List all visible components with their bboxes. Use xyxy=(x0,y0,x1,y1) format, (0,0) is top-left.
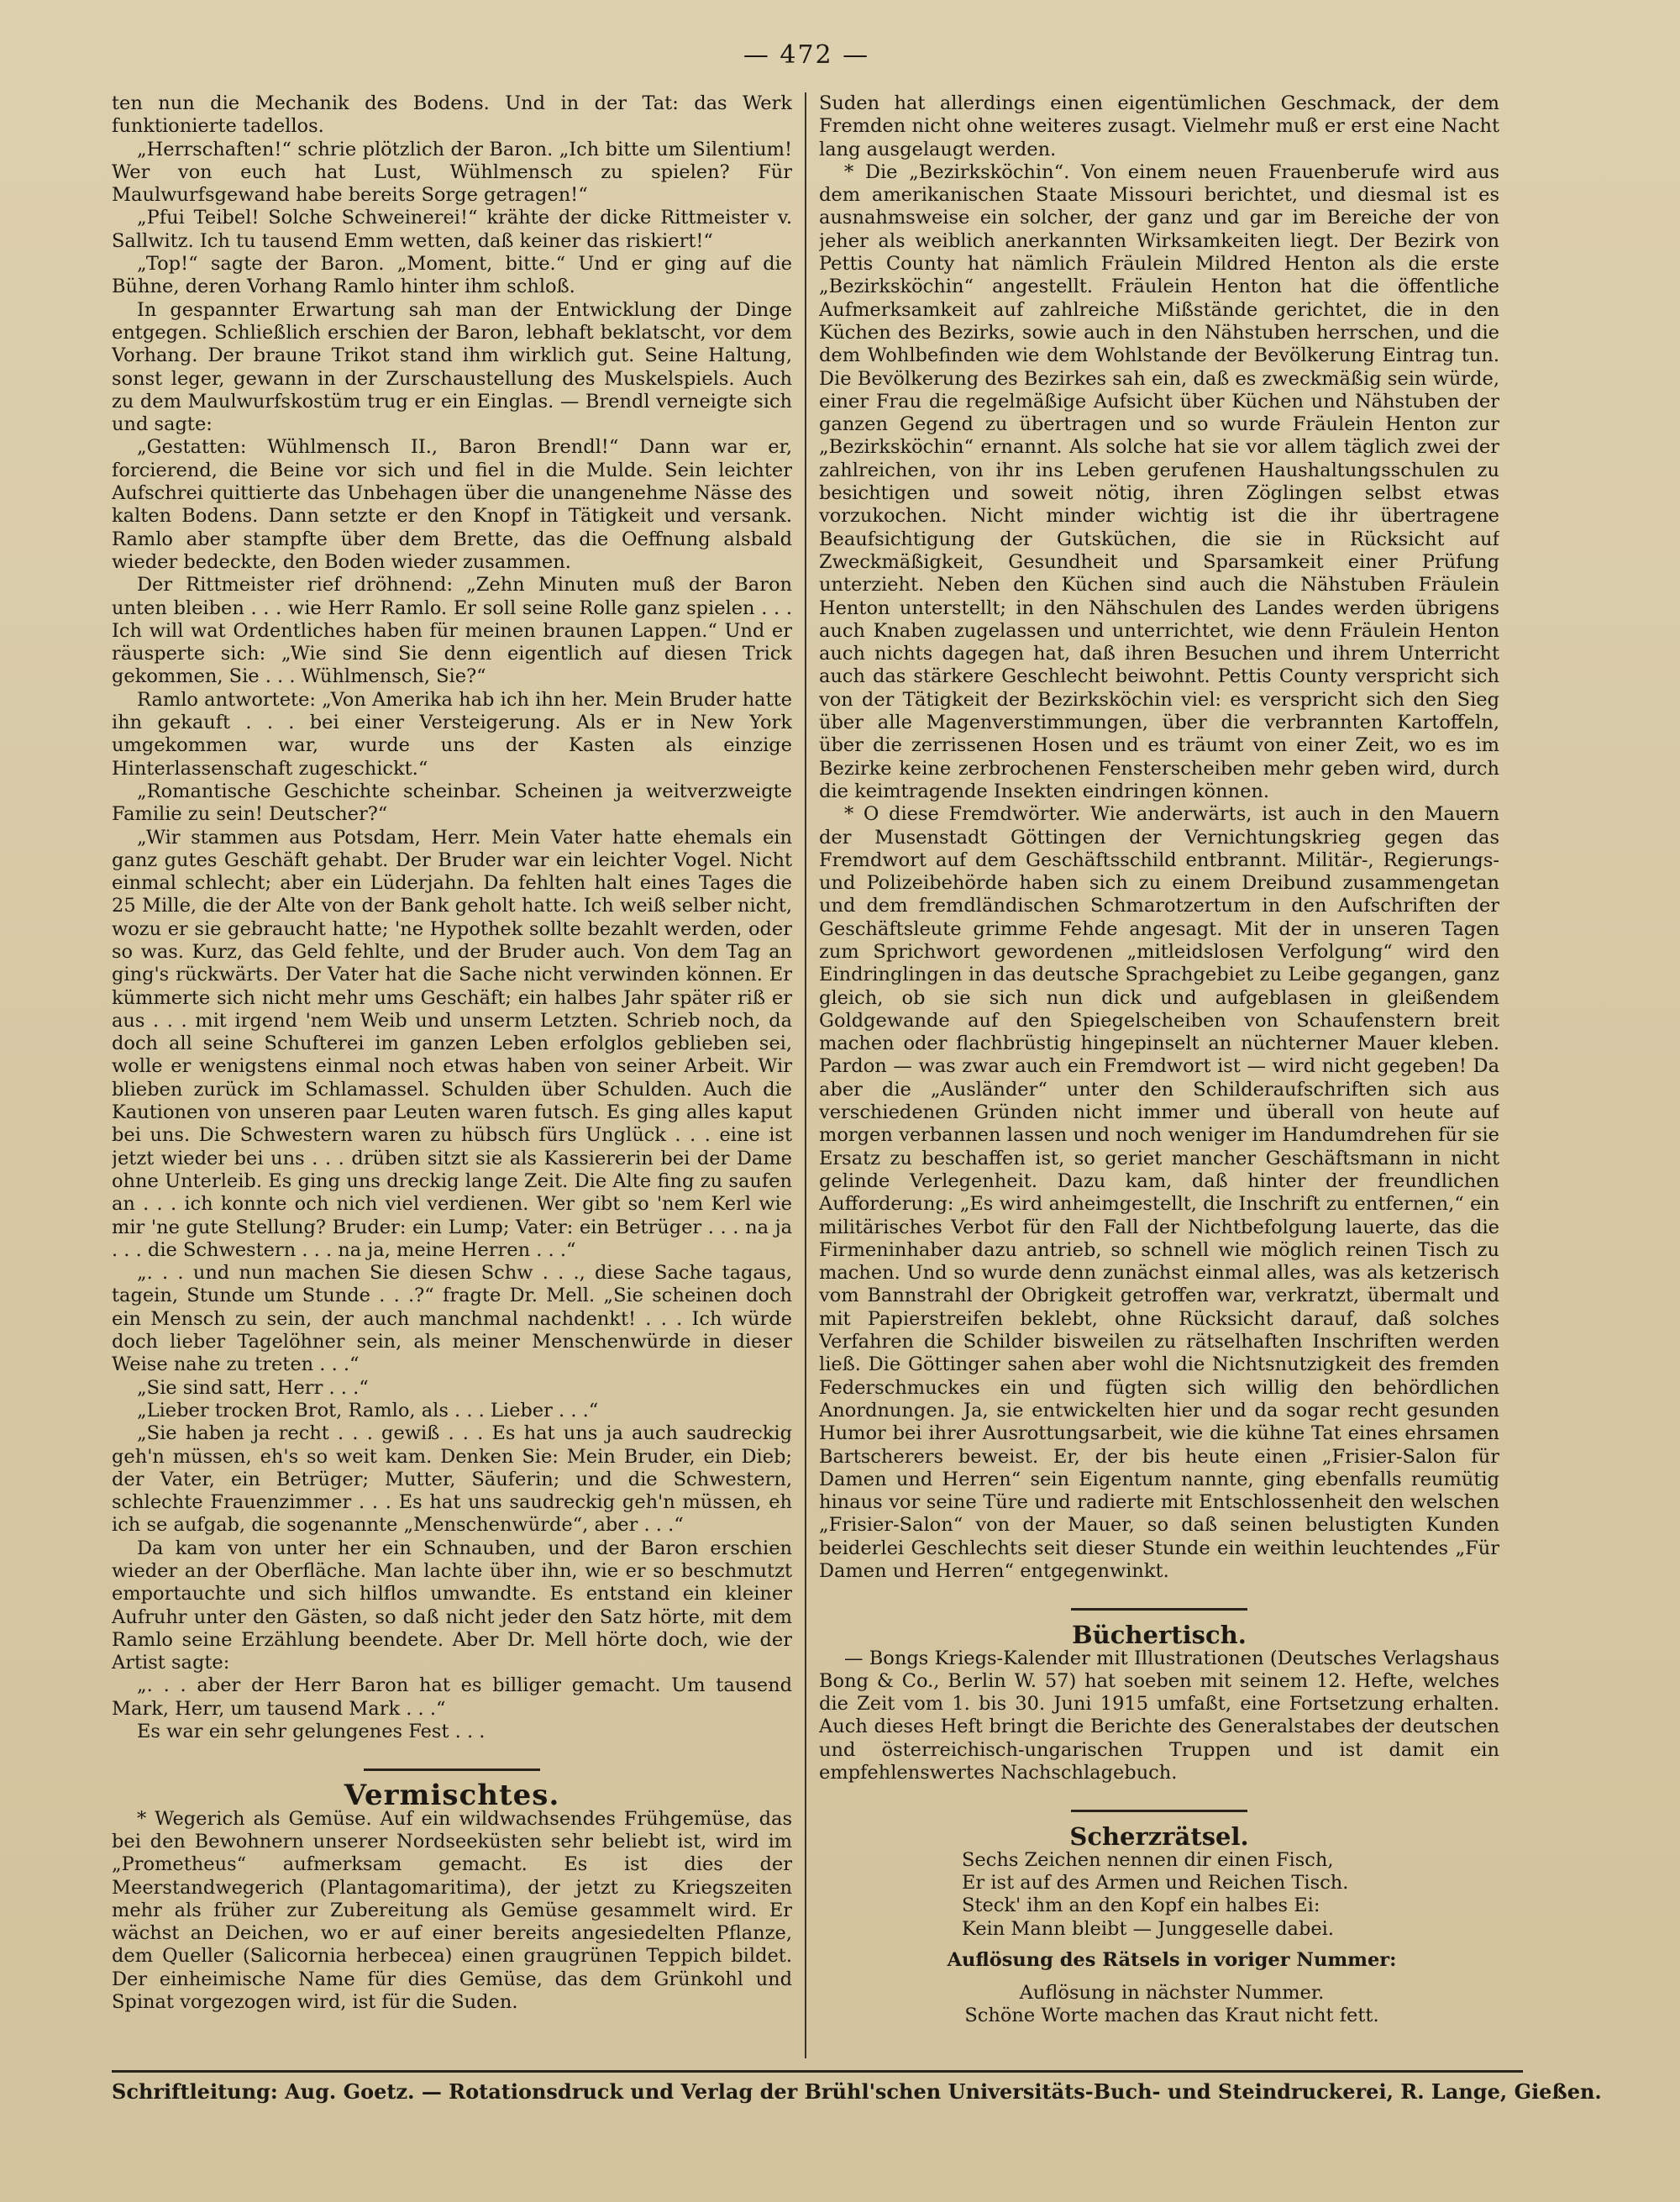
solution-line: Schöne Worte machen das Kraut nicht fett. xyxy=(964,2005,1379,2027)
paragraph: „Sie haben ja recht . . . gewiß . . . Es hat uns ja auch saudreckig geh'n müssen, eh's so weit kam. Denken Sie: Mein Bruder, ein Dieb; der Vater, ein Betrüger; Mutter, Säuferin; und die Schwestern, schlechte Frauenzimmer . . . Es hat uns saudreckig geh'n müssen, eh ich se aufgab, die sogenannte „Menschenwürde“, aber . . .“ xyxy=(112,1422,792,1537)
paragraph: „Top!“ sagte der Baron. „Moment, bitte.“ Und er ging auf die Bühne, deren Vorhang Ramlo hinter ihm schloß. xyxy=(112,253,792,298)
section-divider xyxy=(1071,1608,1247,1611)
paragraph: „Sie sind satt, Herr . . .“ xyxy=(137,1376,369,1399)
riddle-line: Kein Mann bleibt — Junggeselle dabei. xyxy=(962,1917,1335,1940)
paragraph: Ramlo antwortete: „Von Amerika hab ich ihn her. Mein Bruder hatte ihn gekauft . . . bei einer Versteigerung. Als er in New York umgekommen war, wurde uns der Kasten als einzige Hinterlassenschaft zugeschickt.“ xyxy=(112,688,792,780)
imprint-footer: Schriftleitung: Aug. Goetz. — Rotationsdruck und Verlag der Brühl'schen Universitäts-Buch- und Steindruckerei, R. Lange, Gießen. xyxy=(112,2079,1602,2104)
section-divider xyxy=(364,1768,540,1771)
paragraph: Der Rittmeister rief dröhnend: „Zehn Minuten muß der Baron unten bleiben . . . wie Herr Ramlo. Er soll seine Rolle ganz spielen . . . Ich will wat Ordentliches haben für meinen braunen Lappen.“ Und er räusperte sich: „Wie sind Sie denn eigentlich auf diesen Trick gekommen, Sie . . . Wühlmensch, Sie?“ xyxy=(112,574,792,688)
paragraph: „Gestatten: Wühlmensch II., Baron Brendl!“ Dann war er, forcierend, die Beine vor sich und fiel in die Mulde. Sein leichter Aufschrei quittierte das Unbehagen über die unangenehme Nässe des kalten Bodens. Dann setzte er den Knopf in Tätigkeit und versank. Ramlo aber stampfte über dem Brette, das die Oeffnung alsbald wieder bedeckte, den Boden wieder zusammen. xyxy=(112,436,792,573)
paragraph: „Herrschaften!“ schrie plötzlich der Baron. „Ich bitte um Silentium! Wer von euch hat Lust, Wühlmensch zu spielen? Für Maulwurfsgewand habe bereits Sorge getragen!“ xyxy=(112,138,792,207)
paragraph: Da kam von unter her ein Schnauben, und der Baron erschien wieder an der Oberfläche. Man lachte über ihn, wie er so beschmutzt emportauchte und sich hilflos umwandte. Es entstand ein kleiner Aufruhr unter den Gästen, so daß nicht jeder den Satz hörte, mit dem Ramlo seine Erzählung beendete. Aber Dr. Mell hörte doch, wie der Artist sagte: xyxy=(112,1537,792,1674)
paragraph: ten nun die Mechanik des Bodens. Und in der Tat: das Werk funktionierte tadellos. xyxy=(112,92,792,138)
paragraph: „Romantische Geschichte scheinbar. Scheinen ja weitverzweigte Familie zu sein! Deutscher?“ xyxy=(112,780,792,826)
paragraph: * Wegerich als Gemüse. Auf ein wildwachsendes Frühgemüse, das bei den Bewohnern unserer Nordseeküsten sehr beliebt ist, wird im „Prometheus“ aufmerksam gemacht. Es ist dies der Meerstandwegerich (Plantagomaritima), der jetzt zu Kriegszeiten mehr als früher zur Zubereitung als Gemüse gesammelt wird. Er wächst an Deichen, wo er auf einer bereits angesiedelten Pflanze, dem Queller (Salicornia herbecea) einen graugrünen Teppich bildet. Der einheimische Name für dies Gemüse, das dem Grünkohl und Spinat vorgezogen wird, ist für die Suden. xyxy=(112,1807,792,2014)
paragraph: „Wir stammen aus Potsdam, Herr. Mein Vater hatte ehemals ein ganz gutes Geschäft gehabt. Der Bruder war ein leichter Vogel. Nicht einmal schlecht; aber ein Lüderjahn. Da fehlten halt eines Tages die 25 Mille, die der Alte von der Bank geholt hatte. Ich weiß selber nicht, wozu er sie gebraucht hatte; 'ne Hypothek sollte bezahlt werden, oder so was. Kurz, das Geld fehlte, und der Bruder auch. Von dem Tag an ging's rückwärts. Der Vater hat die Sache nicht verwinden können. Er kümmerte sich nicht mehr ums Geschäft; ein halbes Jahr später riß er aus . . . mit irgend 'nem Weib und unserm Letzten. Schrieb noch, da doch all seine Schufterei im ganzen Leben erfolglos geblieben sei, wolle er wenigstens einmal noch etwas haben von seiner Arbeit. Wir blieben zurück im Schlamassel. Schulden über Schulden. Auch die Kautionen von unseren paar Leuten waren futsch. Es ging alles kaput bei uns. Die Schwestern waren zu hübsch fürs Unglück . . . eine ist jetzt wieder bei uns . . . drüben sitzt sie als Kassiererin bei der Dame ohne Unterleib. Es ging uns dreckig lange Zeit. Die Alte fing zu saufen an . . . ich konnte och nich viel verdienen. Wer gibt so 'nem Kerl wie mir 'ne gute Stellung? Bruder: ein Lump; Vater: ein Betrüger . . . na ja . . . die Schwestern . . . na ja, meine Herren . . .“ xyxy=(112,826,792,1261)
solution-line: Auflösung in nächster Nummer. xyxy=(1019,1982,1325,2005)
paragraph: In gespannter Erwartung sah man der Entwicklung der Dinge entgegen. Schließlich erschien der Baron, lebhaft beklatscht, vor dem Vorhang. Der braune Trikot stand ihm wirklich gut. Seine Haltung, sonst leger, gewann in der Zurschaustellung des Muskelspiels. Auch zu dem Maulwurfskostüm trug er ein Einglas. — Brendl verneigte sich und sagte: xyxy=(112,298,792,436)
left-column xyxy=(112,92,792,2067)
paragraph: — Bongs Kriegs-Kalender mit Illustrationen (Deutsches Verlagshaus Bong & Co., Berlin W. 57) hat soeben mit seinem 12. Hefte, welches die Zeit vom 1. bis 30. Juni 1915 umfaßt, eine Fortsetzung erhalten. Auch dieses Heft bringt die Berichte des Generalstabes der deutschen und österreichisch-ungarischen Truppen und ist damit ein empfehlenswertes Nachschlagebuch. xyxy=(819,1647,1499,1784)
paragraph: „Pfui Teibel! Solche Schweinerei!“ krähte der dicke Rittmeister v. Sallwitz. Ich tu tausend Emm wetten, daß keiner das riskiert!“ xyxy=(112,207,792,252)
riddle-line: Er ist auf des Armen und Reichen Tisch. xyxy=(962,1871,1349,1894)
paragraph: „. . . aber der Herr Baron hat es billiger gemacht. Um tausend Mark, Herr, um tausend Mark . . .“ xyxy=(112,1674,792,1720)
paragraph: * Die „Bezirksköchin“. Von einem neuen Frauenberufe wird aus dem amerikanischen Staate Missouri berichtet, und diesmal ist es ausnahmsweise ein solcher, der ganz und gar im Bereiche der von jeher als weiblich anerkannten Wirksamkeiten liegt. Der Bezirk von Pettis County hat nämlich Fräulein Mildred Henton als die erste „Bezirksköchin“ angestellt. Fräulein Henton hat die öffentliche Aufmerksamkeit auf zahlreiche Mißstände gerichtet, die in den Küchen des Bezirks, sowie auch in den Nähstuben herrschen, und die dem Wohlbefinden wie dem Wohlstande der Bevölkerung Eintrag tun. Die Bevölkerung des Bezirkes sah ein, daß es zweckmäßig sein würde, einer Frau die regelmäßige Aufsicht über Küchen und Nähstuben der ganzen Gegend zu übertragen und so wurde Fräulein Henton zur „Bezirksköchin“ ernannt. Als solche hat sie vor allem täglich zwei der zahlreichen, von ihr ins Leben gerufenen Haushaltungsschulen zu besichtigen und soweit nötig, ihren Zöglingen selbst etwas vorzukochen. Nicht minder wichtig ist die ihr übertragene Beaufsichtigung der Gutsküchen, die sie in Rücksicht auf Zweckmäßigkeit, Gesundheit und Sparsamkeit einer Prüfung unterzieht. Neben den Küchen sind auch die Nähstuben Fräulein Henton unterstellt; in den Nähschulen des Landes werden übrigens auch Knaben zugelassen und unterrichtet, wie denn Fräulein Henton auch nichts dagegen hat, daß ihren Besuchen und ihrem Unterricht auch das stärkere Geschlecht beiwohnt. Pettis County verspricht sich von der Tätigkeit der Bezirksköchin viel: es verspricht sich den Sieg über alle Magenverstimmungen, über die verbrannten Kartoffeln, über die zerrissenen Hosen und es träumt von einer Zeit, wo es im Bezirke keine zerbrochenen Fensterscheiben mehr geben wird, durch die keimtragende Insekten eindringen können. xyxy=(819,160,1499,802)
section-title-vermischtes: Vermischtes. xyxy=(344,1779,560,1813)
paragraph: „. . . und nun machen Sie diesen Schw . . ., diese Sache tagaus, tagein, Stunde um Stunde . . .?“ fragte Dr. Mell. „Sie scheinen doch ein Mensch zu sein, der auch manchmal nachdenkt! . . . Ich würde doch lieber Tagelöhner sein, als meiner Menschenwürde in dieser Weise nahe zu treten . . .“ xyxy=(112,1262,792,1376)
riddle-line: Sechs Zeichen nennen dir einen Fisch, xyxy=(962,1848,1334,1871)
paragraph: „Lieber trocken Brot, Ramlo, als . . . Lieber . . .“ xyxy=(137,1399,599,1422)
solution-label: Auflösung des Rätsels in voriger Nummer: xyxy=(947,1948,1397,1971)
column-divider xyxy=(805,92,806,2058)
paragraph: Suden hat allerdings einen eigentümlichen Geschmack, der dem Fremden nicht ohne weiteres zusagt. Vielmehr muß er erst eine Nacht lang ausgelaugt werden. xyxy=(819,92,1499,160)
riddle-line: Steck' ihm an den Kopf ein halbes Ei: xyxy=(962,1895,1320,1917)
paragraph: * O diese Fremdwörter. Wie anderwärts, ist auch in den Mauern der Musenstadt Göttingen der Vernichtungskrieg gegen das Fremdwort auf dem Geschäftsschild entbrannt. Militär-, Regierungs- und Polizeibehörde haben sich zu einem Dreibund zusammengetan und dem fremdländischen Schmarotzertum in den Aufschriften der Geschäftsleute grimme Fehde angesagt. Mit der in unseren Tagen zum Sprichwort gewordenen „mitleidslosen Verfolgung“ wird den Eindringlingen in das deutsche Sprachgebiet zu Leibe gegangen, ganz gleich, ob sie sich nun dick und aufgeblasen in gleißendem Goldgewande auf den Spiegelscheiben von Schaufenstern breit machen oder flachbrüstig hingepinselt an nüchterner Mauer kleben. Pardon — was zwar auch ein Fremdwort ist — wird nicht gegeben! Da aber die „Ausländer“ unter den Schilderaufschriften sich aus verschiedenen Gründen nicht immer und überall von heute auf morgen verbannen lassen und noch weniger im Handumdrehen für sie Ersatz zu beschaffen ist, so geriet mancher Geschäftsmann in nicht gelinde Verlegenheit. Dazu kam, daß hinter der freundlichen Aufforderung: „Es wird anheimgestellt, die Inschrift zu entfernen,“ ein militärisches Verbot für den Fall der Nichtbefolgung lauerte, das die Firmeninhaber dazu antrieb, so schnell wie möglich reinen Tisch zu machen. Und so wurde denn zunächst einmal alles, was als ketzerisch vom Bannstrahl der Obrigkeit getroffen war, verkratzt, übermalt und mit Papierstreifen beklebt, ohne Rücksicht darauf, daß solches Verfahren die Schilder bisweilen zu rätselhaften Inschriften werden ließ. Die Göttinger sahen aber wohl die Nichtsnutzigkeit des fremden Federschmuckes ein und fügten sich willig den behördlichen Anordnungen. Ja, sie entwickelten hier und da sogar recht gesunden Humor bei ihrer Ausrottungsarbeit, wie die kühne Tat eines ehrsamen Bartscherers beweist. Er, der bis heute einen „Frisier-Salon für Damen und Herren“ sein Eigentum nannte, ging ebenfalls reumütig hinaus vor seine Türe und radierte mit Entschlossenheit den welschen „Frisier-Salon“ von der Mauer, so daß seinen belustigten Kunden beiderlei Geschlechts seit dieser Stunde ein weithin leuchtendes „Für Damen und Herren“ entgegenwinkt. xyxy=(819,803,1499,1582)
footer-divider xyxy=(112,2070,1523,2073)
section-title-buechertisch: Büchertisch. xyxy=(1072,1621,1247,1650)
paragraph: Es war ein sehr gelungenes Fest . . . xyxy=(137,1721,486,1743)
page-number: — 472 — xyxy=(743,40,870,70)
section-title-scherzraetsel: Scherzrätsel. xyxy=(1069,1822,1249,1852)
section-divider xyxy=(1071,1810,1247,1812)
right-column xyxy=(819,92,1499,2067)
